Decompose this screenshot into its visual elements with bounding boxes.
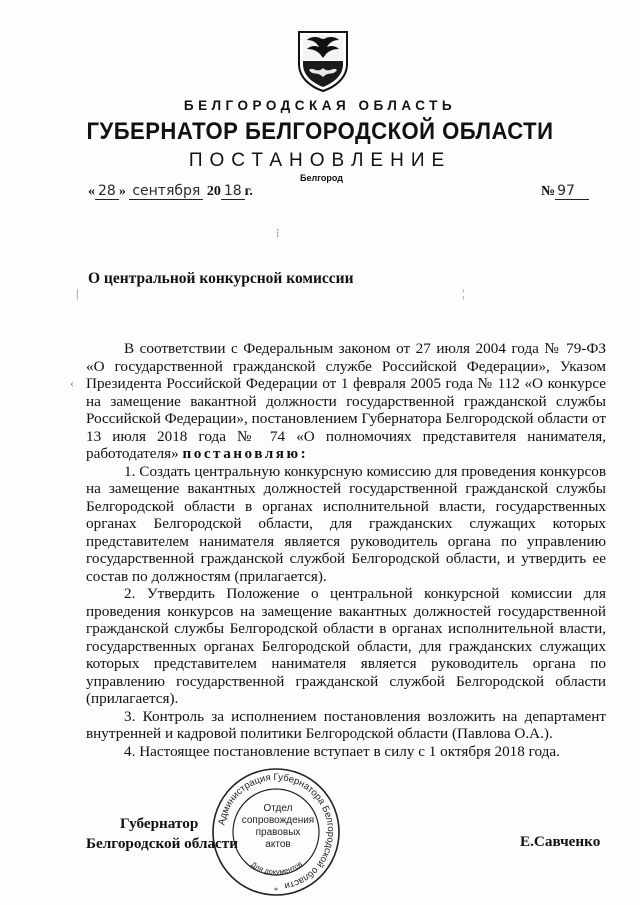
number-value: 97	[555, 183, 589, 200]
document-number	[541, 183, 589, 200]
region-name: БЕЛГОРОДСКАЯ ОБЛАСТЬ	[183, 98, 457, 113]
clause-paragraph: 4. Настоящее постановление вступает в силу с 1 октября 2018 года.	[124, 742, 560, 760]
document-type: ПОСТАНОВЛЕНИЕ	[188, 150, 452, 171]
stamp-ring-text: Администрация Губернатора Белгородской области	[216, 771, 337, 892]
position-line-1: Губернатор	[120, 815, 199, 832]
scan-mark: ‹	[70, 376, 74, 390]
stamp-bottom-text: Для документов	[249, 859, 304, 877]
preamble-text: В соответствии с Федеральным законом от 27 июля 2004 года № 79-ФЗ «О государственной гражданской службе Российской Федерации», Указом Президента Российской Федерации от 1 февраля 2005 года № 112 «О конкурсе на замещение вакантной должности государственной гражданской службы Российской Федерации», постановлением Губернатора Белгородской области от 13 июля 2018 года № 74 «О полномочиях представителя нанимателя, работодателя»	[86, 340, 606, 462]
number-prefix: №	[541, 184, 556, 199]
stamp-center-text	[235, 803, 321, 851]
preamble-paragraph	[86, 340, 606, 463]
clause-paragraph: 1. Создать центральную конкурсную комиссию для проведения конкурсов на замещение вакантных должностей государственной гражданской службы Белгородской области в органах исполнительной власти, государственных органах Белгородской области, для гражданских служащих которых представителем нанимателя является руководитель органа по управлению государственной гражданской службой Белгородской области, и утвердить ее состав по должностям (прилагается).	[86, 462, 606, 585]
document-issuer: ГУБЕРНАТОР БЕЛГОРОДСКОЙ ОБЛАСТИ	[86, 118, 554, 145]
date-day: 28	[95, 183, 119, 200]
city-name: Белгород	[300, 173, 343, 183]
svg-text:Для документов	[249, 859, 304, 876]
coat-of-arms-icon	[295, 30, 351, 92]
scan-mark: ¦	[462, 286, 465, 300]
stamp-line-2: сопровождения	[241, 815, 315, 826]
document-date	[88, 183, 253, 200]
scan-mark: |	[76, 286, 79, 300]
date-year-prefix: 20	[206, 184, 221, 199]
date-year-end: г.	[244, 184, 253, 199]
date-year-suffix: 18	[221, 183, 245, 200]
date-month: сентября	[129, 183, 203, 200]
date-open-quote: «	[88, 184, 95, 199]
stamp-line-4: актов	[265, 839, 291, 850]
clause-paragraph: 2. Утвердить Положение о центральной конкурсной комиссии для проведения конкурсов на замещение вакантных должностей государственной гражданской службы Белгородской области в органах исполнительной власти, государственных органах Белгородской области, для гражданских служащих которых представителем нанимателя является руководитель органа по управлению государственной гражданской службой Белгородской области (прилагается).	[86, 585, 606, 707]
document-subject: О центральной конкурсной комиссии	[88, 270, 354, 287]
position-line-2: Белгородской области	[86, 835, 239, 852]
date-close-quote: »	[118, 184, 126, 199]
document-body	[86, 340, 606, 760]
stamp-line-3: правовых	[255, 827, 301, 838]
signatory-name: Е.Савченко	[520, 833, 601, 850]
stamp-line-1: Отдел	[263, 803, 293, 814]
resolve-word: постановляю:	[182, 445, 309, 462]
scan-mark: ⁞	[276, 226, 280, 240]
svg-text:*: *	[274, 886, 278, 895]
clause-paragraph: 3. Контроль за исполнением постановления возложить на департамент внутренней и кадровой политики Белгородской области (Павлова О.А.).	[86, 707, 606, 742]
